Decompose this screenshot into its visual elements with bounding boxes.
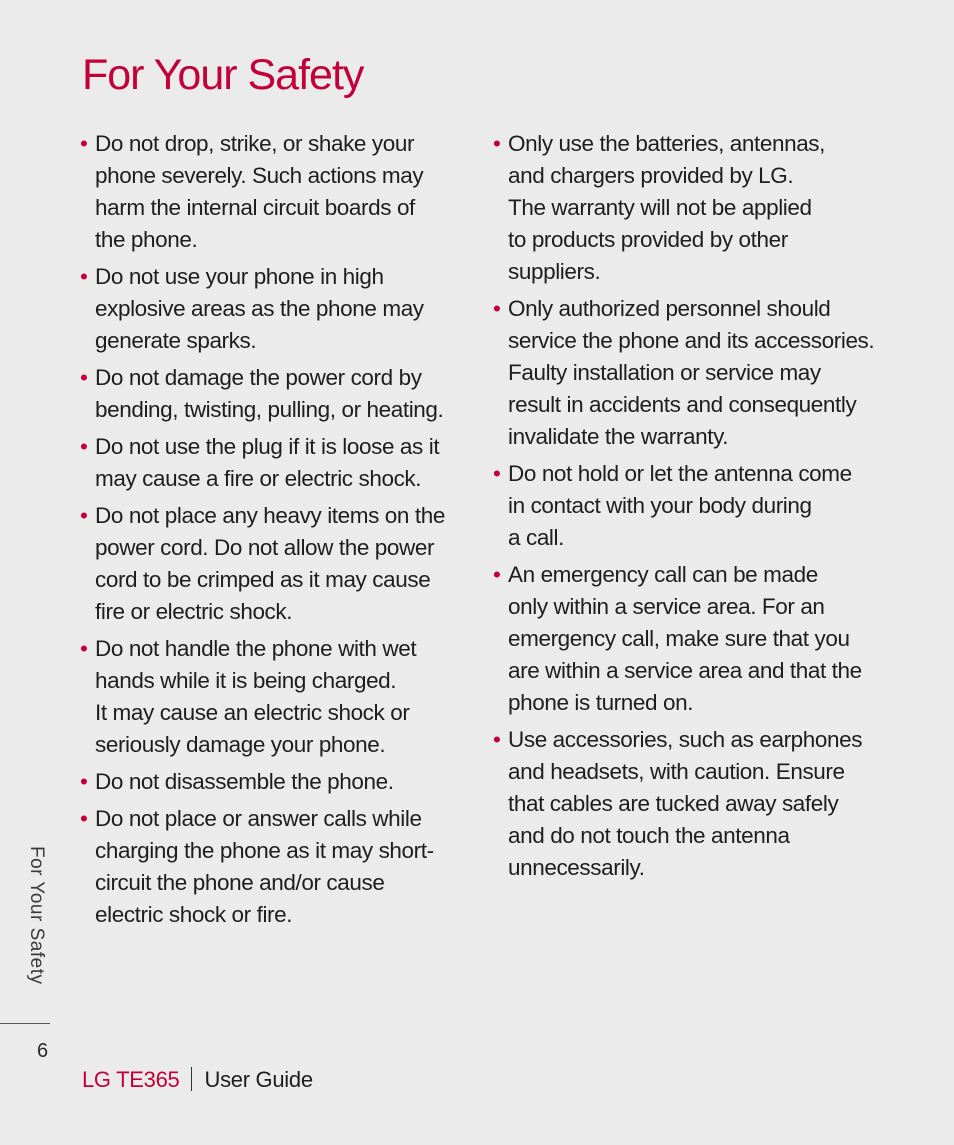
safety-item-line: Do not disassemble the phone. xyxy=(95,769,394,794)
bullet-icon: • xyxy=(493,296,501,321)
bullet-icon: • xyxy=(80,434,88,459)
safety-item-line: Only authorized personnel should xyxy=(508,296,831,321)
safety-item xyxy=(493,724,893,884)
bullet-icon: • xyxy=(493,727,501,752)
footer-model: LG TE365 xyxy=(82,1067,180,1092)
safety-item xyxy=(80,803,472,931)
bullet-icon: • xyxy=(80,636,88,661)
bullet-icon: • xyxy=(80,769,88,794)
safety-item-line: Do not drop, strike, or shake your xyxy=(95,131,415,156)
safety-item-line: and headsets, with caution. Ensure xyxy=(508,759,845,784)
safety-item xyxy=(493,128,893,288)
safety-item-line: invalidate the warranty. xyxy=(508,424,729,449)
safety-item xyxy=(80,128,472,256)
safety-item-line: generate sparks. xyxy=(95,328,257,353)
bullet-icon: • xyxy=(80,365,88,390)
safety-item-line: fire or electric shock. xyxy=(95,599,293,624)
safety-item-line: may cause a fire or electric shock. xyxy=(95,466,422,491)
safety-item xyxy=(493,293,893,453)
bullet-icon: • xyxy=(80,131,88,156)
safety-item-line: in contact with your body during xyxy=(508,493,812,518)
footer-separator xyxy=(191,1067,192,1091)
safety-item-line: a call. xyxy=(508,525,564,550)
safety-item-line: suppliers. xyxy=(508,259,601,284)
safety-item-line: explosive areas as the phone may xyxy=(95,296,424,321)
safety-item-line: Do not hold or let the antenna come xyxy=(508,461,852,486)
safety-item-line: seriously damage your phone. xyxy=(95,732,386,757)
safety-item xyxy=(80,766,472,798)
safety-item-line: An emergency call can be made xyxy=(508,562,818,587)
safety-item-line: Only use the batteries, antennas, xyxy=(508,131,826,156)
safety-item-line: result in accidents and consequently xyxy=(508,392,857,417)
safety-item-line: phone severely. Such actions may xyxy=(95,163,424,188)
safety-item-line: Faulty installation or service may xyxy=(508,360,821,385)
safety-item-line: charging the phone as it may short- xyxy=(95,838,434,863)
safety-item-line: the phone. xyxy=(95,227,198,252)
safety-item-line: power cord. Do not allow the power xyxy=(95,535,435,560)
safety-item xyxy=(493,458,893,554)
safety-item xyxy=(493,559,893,719)
safety-item-line: phone is turned on. xyxy=(508,690,694,715)
safety-item-line: circuit the phone and/or cause xyxy=(95,870,385,895)
safety-list-left xyxy=(80,128,472,936)
bullet-icon: • xyxy=(493,461,501,486)
safety-item-line: Do not handle the phone with wet xyxy=(95,636,417,661)
safety-item-line: Do not place or answer calls while xyxy=(95,806,422,831)
safety-item-line: unnecessarily. xyxy=(508,855,645,880)
safety-item xyxy=(80,431,472,495)
safety-item-line: Use accessories, such as earphones xyxy=(508,727,863,752)
safety-item-line: emergency call, make sure that you xyxy=(508,626,850,651)
safety-item-line: that cables are tucked away safely xyxy=(508,791,839,816)
safety-item-line: hands while it is being charged. xyxy=(95,668,397,693)
bullet-icon: • xyxy=(80,806,88,831)
safety-item-line: and chargers provided by LG. xyxy=(508,163,794,188)
safety-item-line: are within a service area and that the xyxy=(508,658,862,683)
safety-item-line: service the phone and its accessories. xyxy=(508,328,875,353)
safety-item xyxy=(80,633,472,761)
safety-item xyxy=(80,261,472,357)
footer xyxy=(82,1062,313,1098)
bullet-icon: • xyxy=(80,264,88,289)
side-divider xyxy=(0,1023,50,1024)
safety-item xyxy=(80,500,472,628)
safety-item-line: The warranty will not be applied xyxy=(508,195,812,220)
side-section-label: For Your Safety xyxy=(26,846,47,985)
safety-item-line: and do not touch the antenna xyxy=(508,823,790,848)
safety-item xyxy=(80,362,472,426)
safety-item-line: Do not use the plug if it is loose as it xyxy=(95,434,440,459)
page-title: For Your Safety xyxy=(82,51,364,99)
bullet-icon: • xyxy=(493,131,501,156)
safety-item-line: Do not use your phone in high xyxy=(95,264,384,289)
safety-item-line: harm the internal circuit boards of xyxy=(95,195,415,220)
safety-list-right xyxy=(493,128,893,889)
safety-item-line: to products provided by other xyxy=(508,227,788,252)
safety-item-line: electric shock or fire. xyxy=(95,902,293,927)
bullet-icon: • xyxy=(493,562,501,587)
bullet-icon: • xyxy=(80,503,88,528)
safety-item-line: Do not place any heavy items on the xyxy=(95,503,445,528)
safety-item-line: It may cause an electric shock or xyxy=(95,700,410,725)
safety-item-line: only within a service area. For an xyxy=(508,594,825,619)
safety-item-line: Do not damage the power cord by xyxy=(95,365,422,390)
safety-item-line: bending, twisting, pulling, or heating. xyxy=(95,397,444,422)
footer-guide-label: User Guide xyxy=(204,1067,313,1092)
safety-item-line: cord to be crimped as it may cause xyxy=(95,567,431,592)
page-number: 6 xyxy=(37,1040,49,1062)
